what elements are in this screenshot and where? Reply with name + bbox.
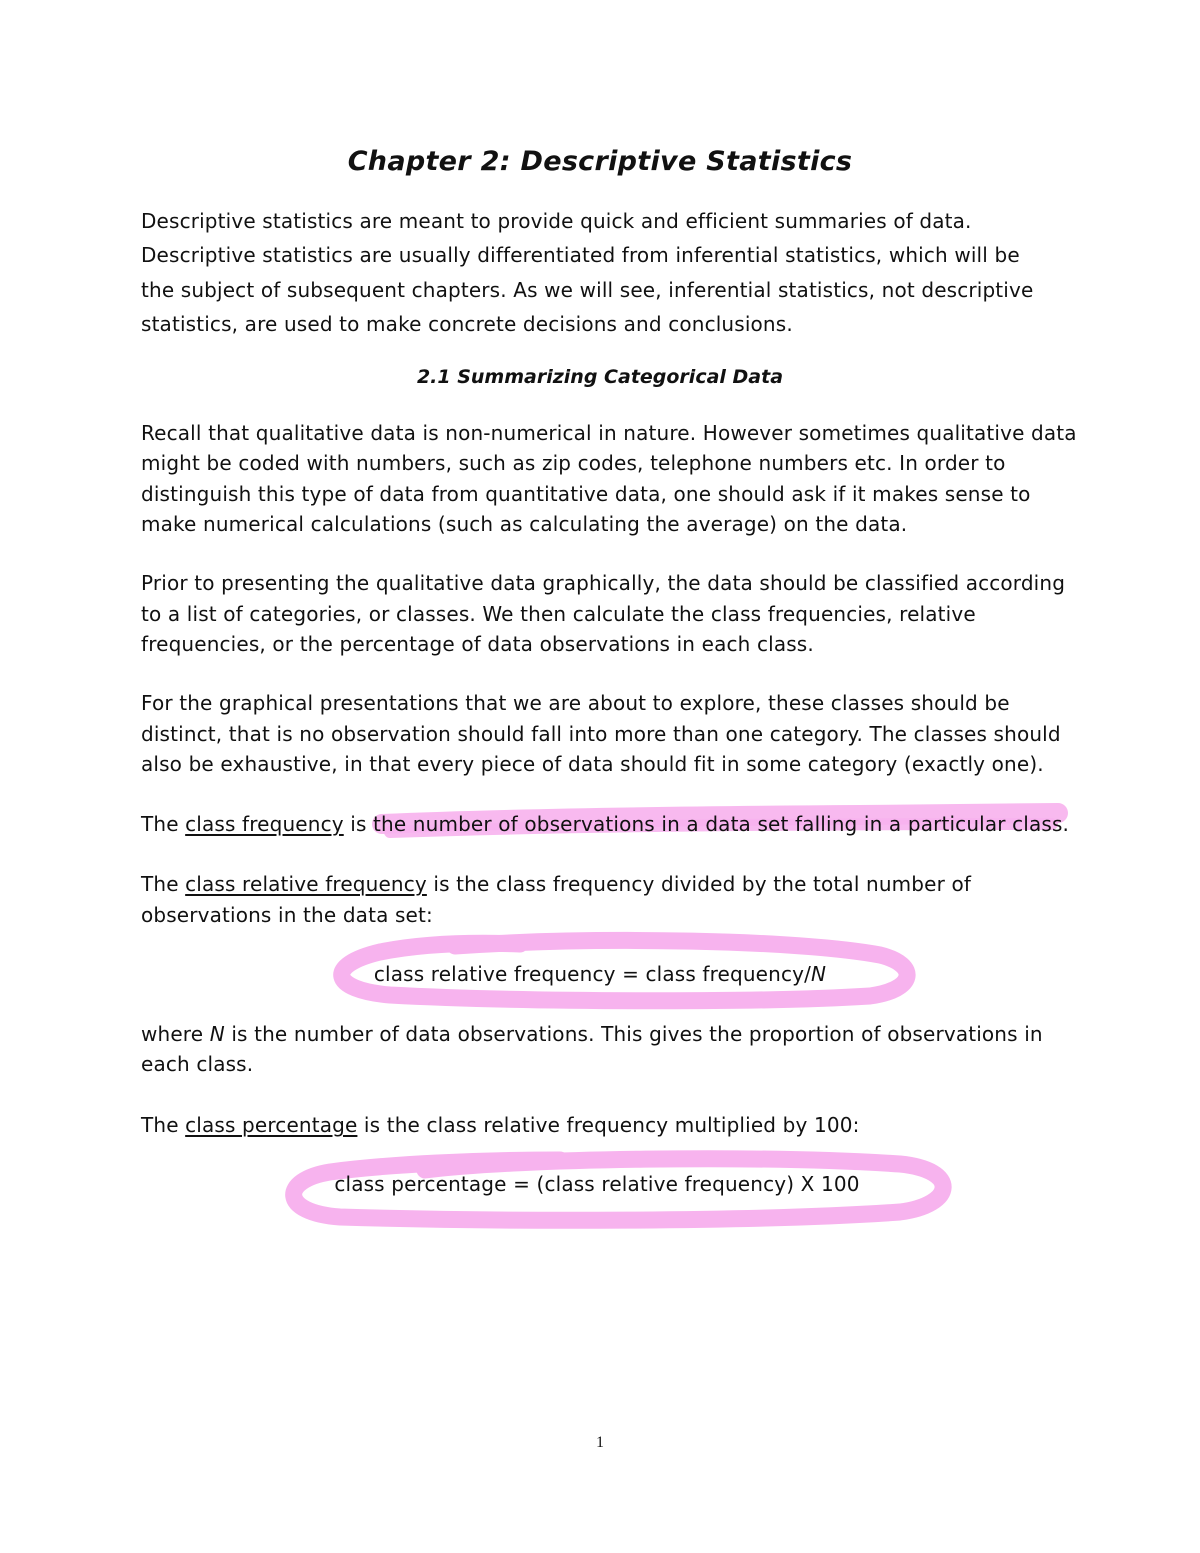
where-rest: is the number of data observations. This gives the proportion of observations in — [224, 1022, 1043, 1046]
intro-line-3: the subject of subsequent chapters. As we will see, inferential statistics, not descriptive — [141, 278, 1034, 302]
class-frequency-line — [141, 812, 1069, 836]
class-frequency-definition-text: is the number of observations in a data set falling in a particular class. — [343, 812, 1070, 836]
formula-class-percentage: class percentage = (class relative frequency) X 100 — [334, 1172, 860, 1196]
where-line-1 — [141, 1022, 1043, 1046]
recall-line-4: make numerical calculations (such as calculating the average) on the data. — [141, 512, 908, 536]
crf-rest: is the class frequency divided by the total number of — [426, 872, 972, 896]
cp-prefix: The — [141, 1113, 186, 1137]
formula-relative-frequency — [0, 962, 1200, 986]
intro-line-1: Descriptive statistics are meant to provide quick and efficient summaries of data. — [141, 209, 972, 233]
class-frequency-term: class frequency — [185, 812, 344, 836]
crf-prefix: The — [141, 872, 186, 896]
recall-line-3: distinguish this type of data from quantitative data, one should ask if it makes sense to — [141, 482, 1031, 506]
prior-line-1: Prior to presenting the qualitative data graphically, the data should be classified according — [141, 571, 1066, 595]
prior-line-3: frequencies, or the percentage of data observations in each class. — [141, 632, 814, 656]
cp-rest: is the class relative frequency multiplied by 100: — [357, 1113, 860, 1137]
page-number: 1 — [596, 1434, 604, 1451]
class-relative-frequency-line-1 — [141, 872, 971, 896]
class-percentage-line — [141, 1113, 860, 1137]
intro-line-4: statistics, are used to make concrete decisions and conclusions. — [141, 312, 793, 336]
formula-relative-text: class relative frequency = class frequency/ — [373, 962, 811, 986]
graphical-line-3: also be exhaustive, in that every piece of data should fit in some category (exactly one). — [141, 752, 1044, 776]
intro-line-2: Descriptive statistics are usually differentiated from inferential statistics, which will be — [141, 243, 1020, 267]
graphical-line-1: For the graphical presentations that we are about to explore, these classes should be — [141, 691, 1010, 715]
recall-line-2: might be coded with numbers, such as zip codes, telephone numbers etc. In order to — [141, 451, 1006, 475]
class-relative-frequency-line-2: observations in the data set: — [141, 903, 433, 927]
crf-term: class relative frequency — [185, 872, 427, 896]
where-variable: N — [209, 1022, 225, 1046]
formula-relative-variable: N — [810, 962, 827, 986]
recall-line-1: Recall that qualitative data is non-numerical in nature. However sometimes qualitative data — [141, 421, 1077, 445]
where-line-2: each class. — [141, 1052, 254, 1076]
where-start: where — [141, 1022, 210, 1046]
section-heading: 2.1 Summarizing Categorical Data — [416, 366, 784, 388]
prior-line-2: to a list of categories, or classes. We then calculate the class frequencies, relative — [141, 602, 976, 626]
cp-term: class percentage — [185, 1113, 358, 1137]
chapter-title: Chapter 2: Descriptive Statistics — [347, 146, 853, 177]
class-frequency-prefix: The — [141, 812, 186, 836]
graphical-line-2: distinct, that is no observation should fall into more than one category. The classes should — [141, 722, 1061, 746]
